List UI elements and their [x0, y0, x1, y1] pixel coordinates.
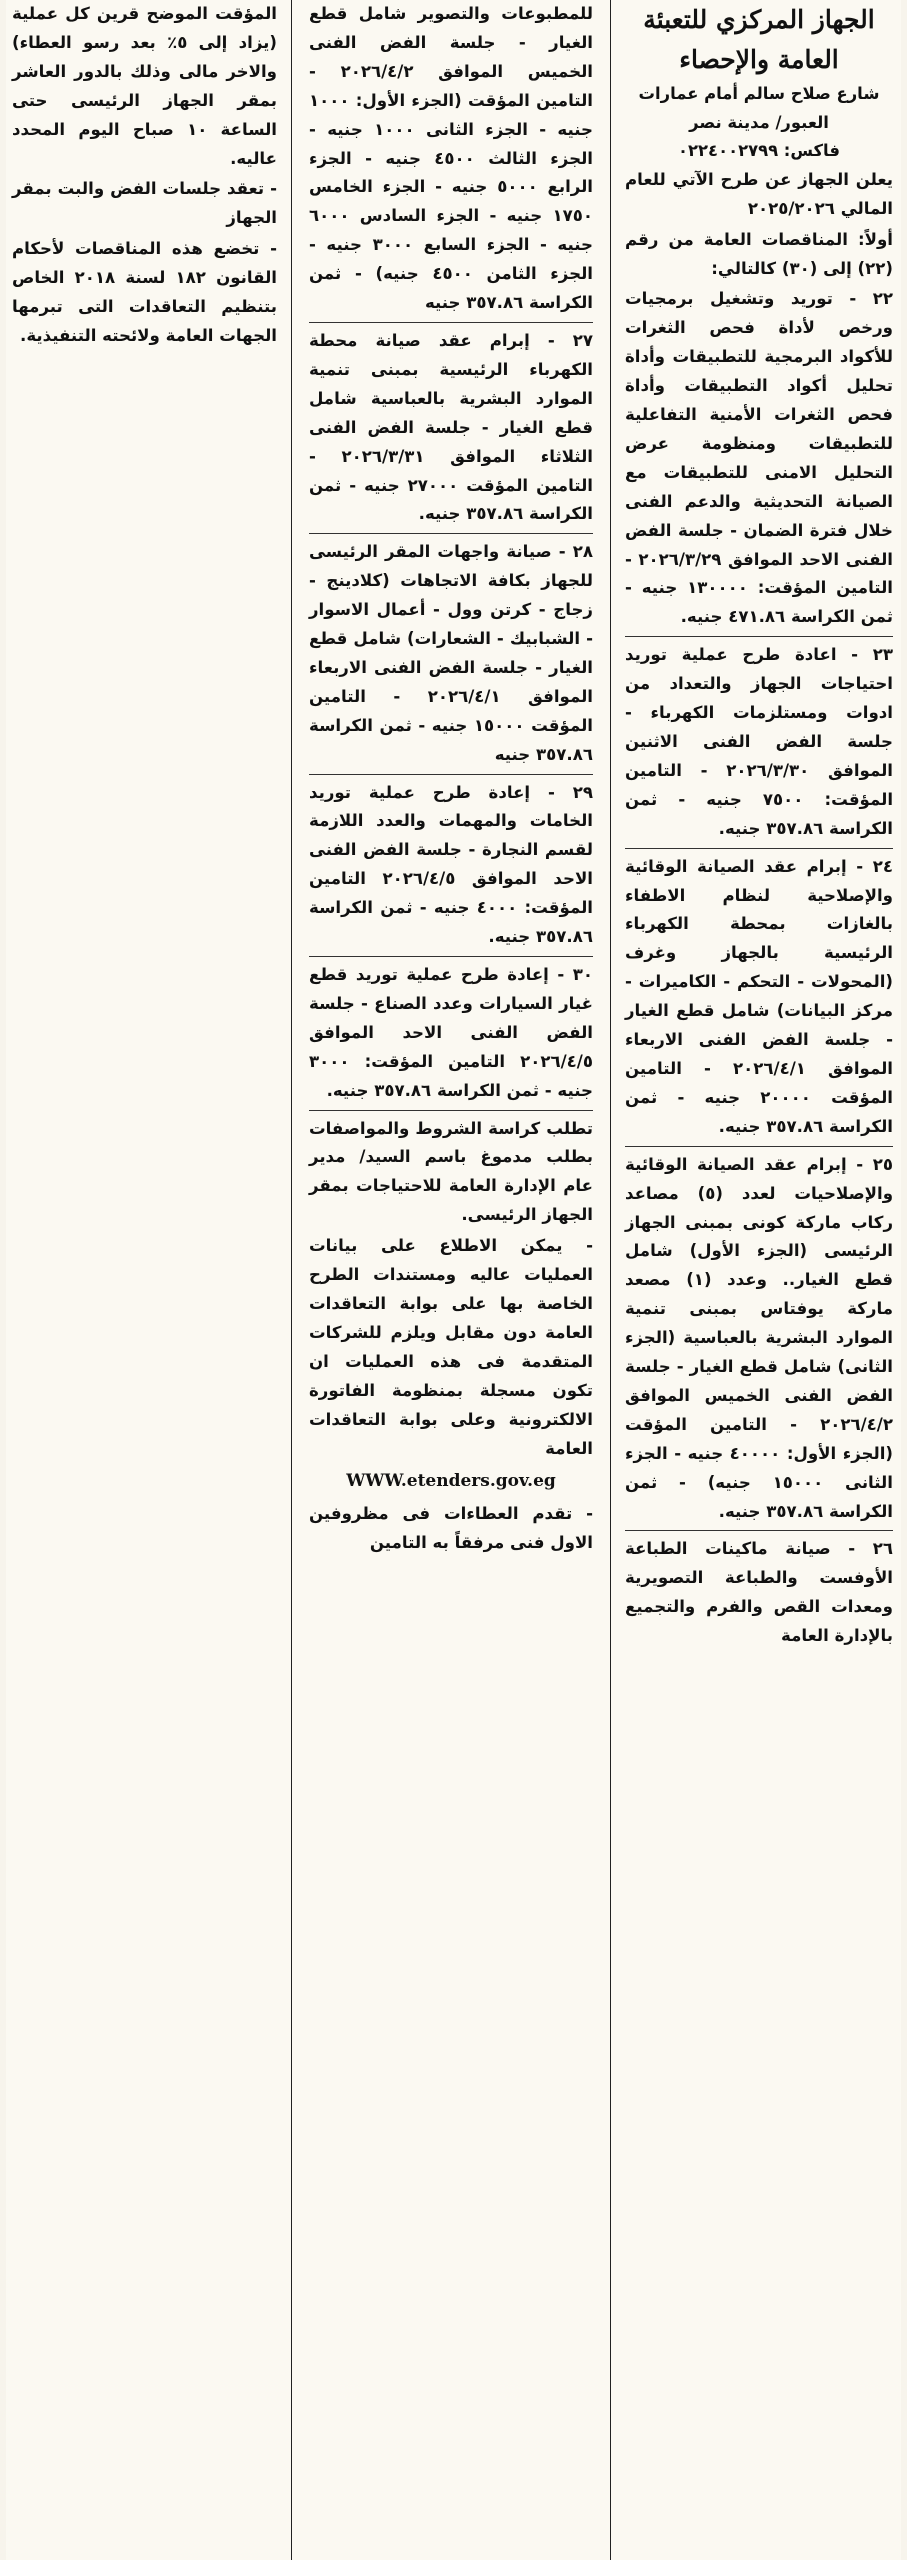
bids-submission-note: - تقدم العطاءات فى مظروفين الاول فنى مرفقاً به التامين [309, 1504, 593, 1553]
procurement-portal-note: - يمكن الاطلاع على بيانات العمليات عاليه ومستندات الطرح الخاصة بها على بوابة التعاقدات العامة دون مقابل ويلزم للشركات المتقدمة فى هذه العمليات ان تكون مسجلة بمنظومة الفاتورة الالكترونية وعلى بوابة التعاقدات العامة [309, 1236, 593, 1458]
agency-fax: فاكس: ٠٢٢٤٠٠٢٧٩٩ [678, 141, 840, 161]
tender-item-29: ٢٩ - إعادة طرح عملية توريد الخامات والمهمات والعدد اللازمة لقسم النجارة - جلسة الفض الفنى الاحد الموافق ٢٠٢٦/٤/٥ التامين المؤقت: ٤٠٠٠ جنيه - ثمن الكراسة ٣٥٧.٨٦ جنيه. [309, 779, 593, 957]
tenders-range-heading: أولاً: المناقصات العامة من رقم (٢٢) إلى (٣٠) كالتالي: [625, 229, 893, 278]
tender-item-22: ٢٢ - توريد وتشغيل برمجيات ورخص لأداة فحص الثغرات للأكواد البرمجية للتطبيقات وأداة تحليل أكواد التطبيقات وأداة فحص الثغرات الأمنية التفاعلية للتطبيقات ومنظومة عرض التحليل الامنى للتطبيقات مع الصيانة التحديثية والدعم الفنى خلال فترة الضمان - جلسة الفض الفنى الاحد الموافق ٢٠٢٦/٣/٢٩ - التامين المؤقت: ١٣٠٠٠٠ جنيه - ثمن الكراسة ٤٧١.٨٦ جنيه. [625, 285, 893, 637]
column-divider-right [610, 0, 611, 2560]
column-divider-left [291, 0, 292, 2560]
right-column [619, 0, 901, 2560]
agency-address: شارع صلاح سالم أمام عمارات العبور/ مدينة نصر [638, 84, 880, 132]
tender-item-30: ٣٠ - إعادة طرح عملية توريد قطع غيار السيارات وعدد الصناع - جلسة الفض الفنى الاحد الموافق ٢٠٢٦/٤/٥ التامين المؤقت: ٣٠٠٠ جنيه - ثمن الكراسة ٣٥٧.٨٦ جنيه. [309, 961, 593, 1111]
agency-header [625, 0, 893, 166]
etenders-website-link[interactable]: WWW.etenders.gov.eg [346, 1471, 556, 1492]
tender-item-24: ٢٤ - إبرام عقد الصيانة الوقائية والإصلاحية لنظام الاطفاء بالغازات بمحطة الكهرباء الرئيسية بالجهاز وغرف (المحولات - التحكم - الكاميرات - مركز البيانات) شامل قطع الغيار - جلسة الفض الفنى الاربعاء الموافق ٢٠٢٦/٤/١ - التامين المؤقت ٢٠٠٠٠ جنيه - ثمن الكراسة ٣٥٧.٨٦ جنيه. [625, 853, 893, 1147]
newspaper-page [6, 0, 901, 2560]
tender-item-23: ٢٣ - اعادة طرح عملية توريد احتياجات الجهاز والتعداد من ادوات ومستلزمات الكهرباء - جلسة الفض الفنى الاثنين الموافق ٢٠٢٦/٣/٣٠ - التامين المؤقت: ٧٥٠٠ جنيه - ثمن الكراسة ٣٥٧.٨٦ جنيه. [625, 641, 893, 848]
booklet-request-note: تطلب كراسة الشروط والمواصفات بطلب مدموغ باسم السيد/ مدير عام الإدارة العامة للاحتياجات بمقر الجهاز الرئيسى. [309, 1118, 593, 1225]
tender-item-27: ٢٧ - إبرام عقد صيانة محطة الكهرباء الرئيسية بمبنى تنمية الموارد البشرية بالعباسية شامل قطع الغيار - جلسة الفض الفنى الثلاثاء الموافق ٢٠٢٦/٣/٣١ - التامين المؤقت ٢٧٠٠٠ جنيه - ثمن الكراسة ٣٥٧.٨٦ جنيه. [309, 327, 593, 534]
tender-item-28: ٢٨ - صيانة واجهات المقر الرئيسى للجهاز بكافة الاتجاهات (كلادينج - زجاج - كرتن وول - أعمال الاسوار - الشبابيك - الشعارات) شامل قطع الغيار - جلسة الفض الفنى الاربعاء الموافق ٢٠٢٦/٤/١ - التامين المؤقت ١٥٠٠٠ جنيه - ثمن الكراسة ٣٥٧.٨٦ جنيه [309, 538, 593, 774]
middle-column [301, 0, 601, 2560]
sessions-location-note: - تعقد جلسات الفض والبت بمقر الجهاز [12, 179, 277, 228]
legal-framework-note: - تخضع هذه المناقصات لأحكام القانون ١٨٢ لسنة ٢٠١٨ الخاص بتنظيم التعاقدات التى تبرمها الجهات العامة ولائحته التنفيذية. [12, 239, 277, 345]
tender-item-26-continued: للمطبوعات والتصوير شامل قطع الغيار - جلسة الفض الفنى الخميس الموافق ٢٠٢٦/٤/٢ - التامين المؤقت (الجزء الأول: ١٠٠٠ جنيه - الجزء الثانى ١٠٠٠ جنيه - الجزء الثالث ٤٥٠٠ جنيه - الجزء الرابع ٥٠٠٠ جنيه - الجزء الخامس ١٧٥٠ جنيه - الجزء السادس ٦٠٠٠ جنيه - الجزء السابع ٣٠٠٠ جنيه - الجزء الثامن ٤٥٠٠ جنيه) - ثمن الكراسة ٣٥٧.٨٦ جنيه [309, 0, 593, 323]
bids-submission-continued: المؤقت الموضح قرين كل عملية (يزاد إلى ٥٪ بعد رسو العطاء) والاخر مالى وذلك بالدور العاشر بمقر الجهاز الرئيسى حتى الساعة ١٠ صباح اليوم المحدد عاليه. [12, 4, 277, 168]
announcement-intro: يعلن الجهاز عن طرح الآتي للعام المالي ٢٠٢٥/٢٠٢٦ [625, 169, 893, 218]
tender-item-26: ٢٦ - صيانة ماكينات الطباعة الأوفست والطباعة التصويرية ومعدات القص والفرم والتجميع بالإدارة العامة [625, 1539, 893, 1646]
left-column [6, 0, 283, 2560]
agency-title: الجهاز المركزي للتعبئة العامة والإحصاء [643, 5, 875, 74]
tender-item-25: ٢٥ - إبرام عقد الصيانة الوقائية والإصلاحيات لعدد (٥) مصاعد ركاب ماركة كونى بمبنى الجهاز الرئيسى (الجزء الأول) شامل قطع الغيار.. وعدد (١) مصعد ماركة يوفتاس بمبنى تنمية الموارد البشرية بالعباسية (الجزء الثانى) شامل قطع الغيار - جلسة الفض الفنى الخميس الموافق ٢٠٢٦/٤/٢ - التامين المؤقت (الجزء الأول: ٤٠٠٠٠ جنيه - الجزء الثانى ١٥٠٠٠ جنيه) - ثمن الكراسة ٣٥٧.٨٦ جنيه. [625, 1151, 893, 1532]
